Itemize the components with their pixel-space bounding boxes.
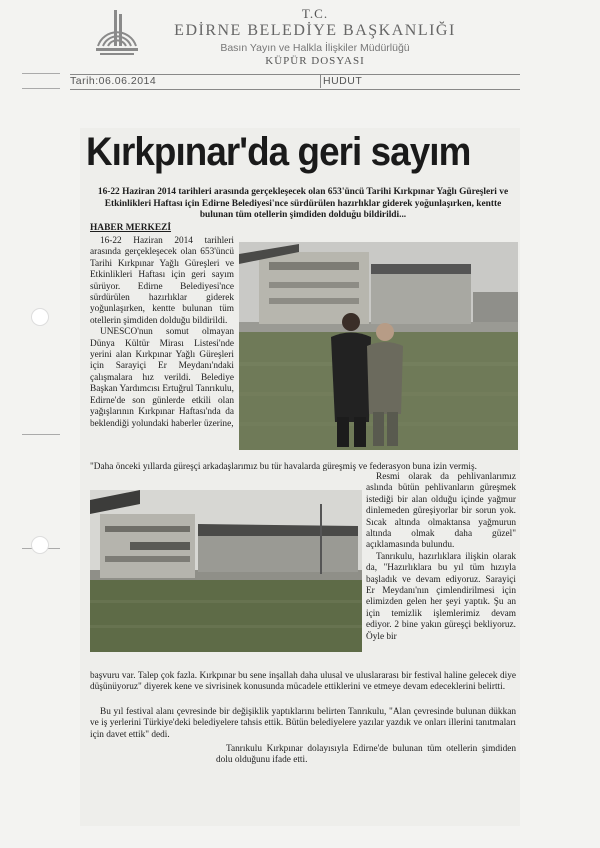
lead-paragraph: 16-22 Haziran 2014 tarihleri arasında gerçekleşecek olan 653'üncü Tarihi Kırkpınar Yağlı Güreşleri ve Etkinlikleri Haftası için Edirne Belediyesi'nce sürdürülen hazırlıklar giderek yoğunlaşırken, kentte bulunan tüm otellerin şimdiden dolduğu bildirildi... — [97, 187, 509, 221]
punch-hole — [31, 536, 49, 554]
closing-paragraph: Tanrıkulu Kırkpınar dolayısıyla Edirne'de bulunan tüm otellerin şimdiden dolu olduğunu ifade etti. — [216, 744, 516, 766]
punch-hole — [31, 308, 49, 326]
clip-source: HUDUT — [323, 75, 363, 87]
header-tc: T.C. — [301, 6, 329, 21]
clip-date: Tarih:06.06.2014 — [70, 75, 157, 87]
headline: Kırkpınar'da geri sayım — [86, 130, 471, 174]
paragraph: Bu yıl festival alanı çevresinde bir değişiklik yaptıklarını belirten Tanrıkulu, "Alan çevresinde bulunan dükkan ve iş yerlerini Türkiye'deki belediyelere tahsis ettik. Bütün belediyelere yazılar yazdık ve onları illerini tanıtmaları için davet ettik" dedi. — [90, 707, 516, 740]
rule-divider — [320, 74, 321, 88]
column-2 — [366, 472, 516, 643]
margin-mark — [22, 434, 60, 435]
photo-officials — [239, 242, 518, 450]
paragraph-continued: başvuru var. Talep çok fazla. Kırkpınar bu sene inşallah daha ulusal ve uluslararası bir festival haline gelecek diye düşünüyoruz" diyerek kene ve sivrisinek konusunda mücadele ettiklerini ve etmeye devam edeceklerini belirtti. — [90, 671, 516, 693]
photo-arena — [90, 490, 362, 652]
header-subtitle: Basın Yayın ve Halkla İlişkiler Müdürlüğü — [220, 42, 410, 54]
margin-mark — [22, 88, 60, 89]
header-title: EDİRNE BELEDİYE BAŞKANLIĞI — [174, 22, 456, 39]
byline: HABER MERKEZİ — [90, 223, 172, 233]
paragraph: Resmi olarak da pehlivanlarımız aslında bütün pehlivanların güreşmek istediği bir alan olduğu içinde yağmur dinlemeden güreşiyorlar bir sorun yok. Sıcak altında olmaktansa yağmurun altında olmak daha güzel" açıklamasında bulundu. — [366, 472, 516, 551]
paragraph: Tanrıkulu, hazırlıklara ilişkin olarak da, "Hazırlıklara bu yıl tüm hızıyla başladık ve devam ediyoruz. Sarayiçi Er Meydanı'nın çimlendirilmesi için elimizden gelen her şeyi yaptık. Şu an için temizlik işlemlerimiz devam ediyor. 2 bine yakın güreşçi bekliyoruz. Öyle bir — [366, 551, 516, 642]
quote-line: "Daha önceki yıllarda güreşçi arkadaşlarımız bu tür havalarda güreşmiş ve federasyon buna izin vermiş. — [90, 462, 477, 472]
header-kupur: KÜPÜR DOSYASI — [265, 55, 365, 67]
column-1 — [90, 236, 234, 430]
margin-mark — [22, 73, 60, 74]
paragraph: 16-22 Haziran 2014 tarihleri arasında gerçekleşecek olan 653'üncü Tarihi Kırkpınar Yağlı Güreşleri ve Etkinlikleri Haftası için geri sayım sürüyor. Edirne Belediyesi'nce sürdürülen hazırlıklar giderek yoğunlaşırken, kentte bulunan tüm otellerin şimdiden dolduğu bildirildi. — [90, 236, 234, 326]
paragraph: UNESCO'nun somut olmayan Dünya Kültür Mirası Listesi'nde yerini alan Kırkpınar Yağlı Güreşleri için Sarayiçi Er Meydanı'ndaki çalışmalara hız verildi. Belediye Başkan Yardımcısı Ertuğrul Tanrıkulu, Edirne'de son günlerde etkili olan yağışlarının Kırkpınar Haftası'nda da beklendiği yolundaki haberler üzerine, — [90, 327, 234, 429]
